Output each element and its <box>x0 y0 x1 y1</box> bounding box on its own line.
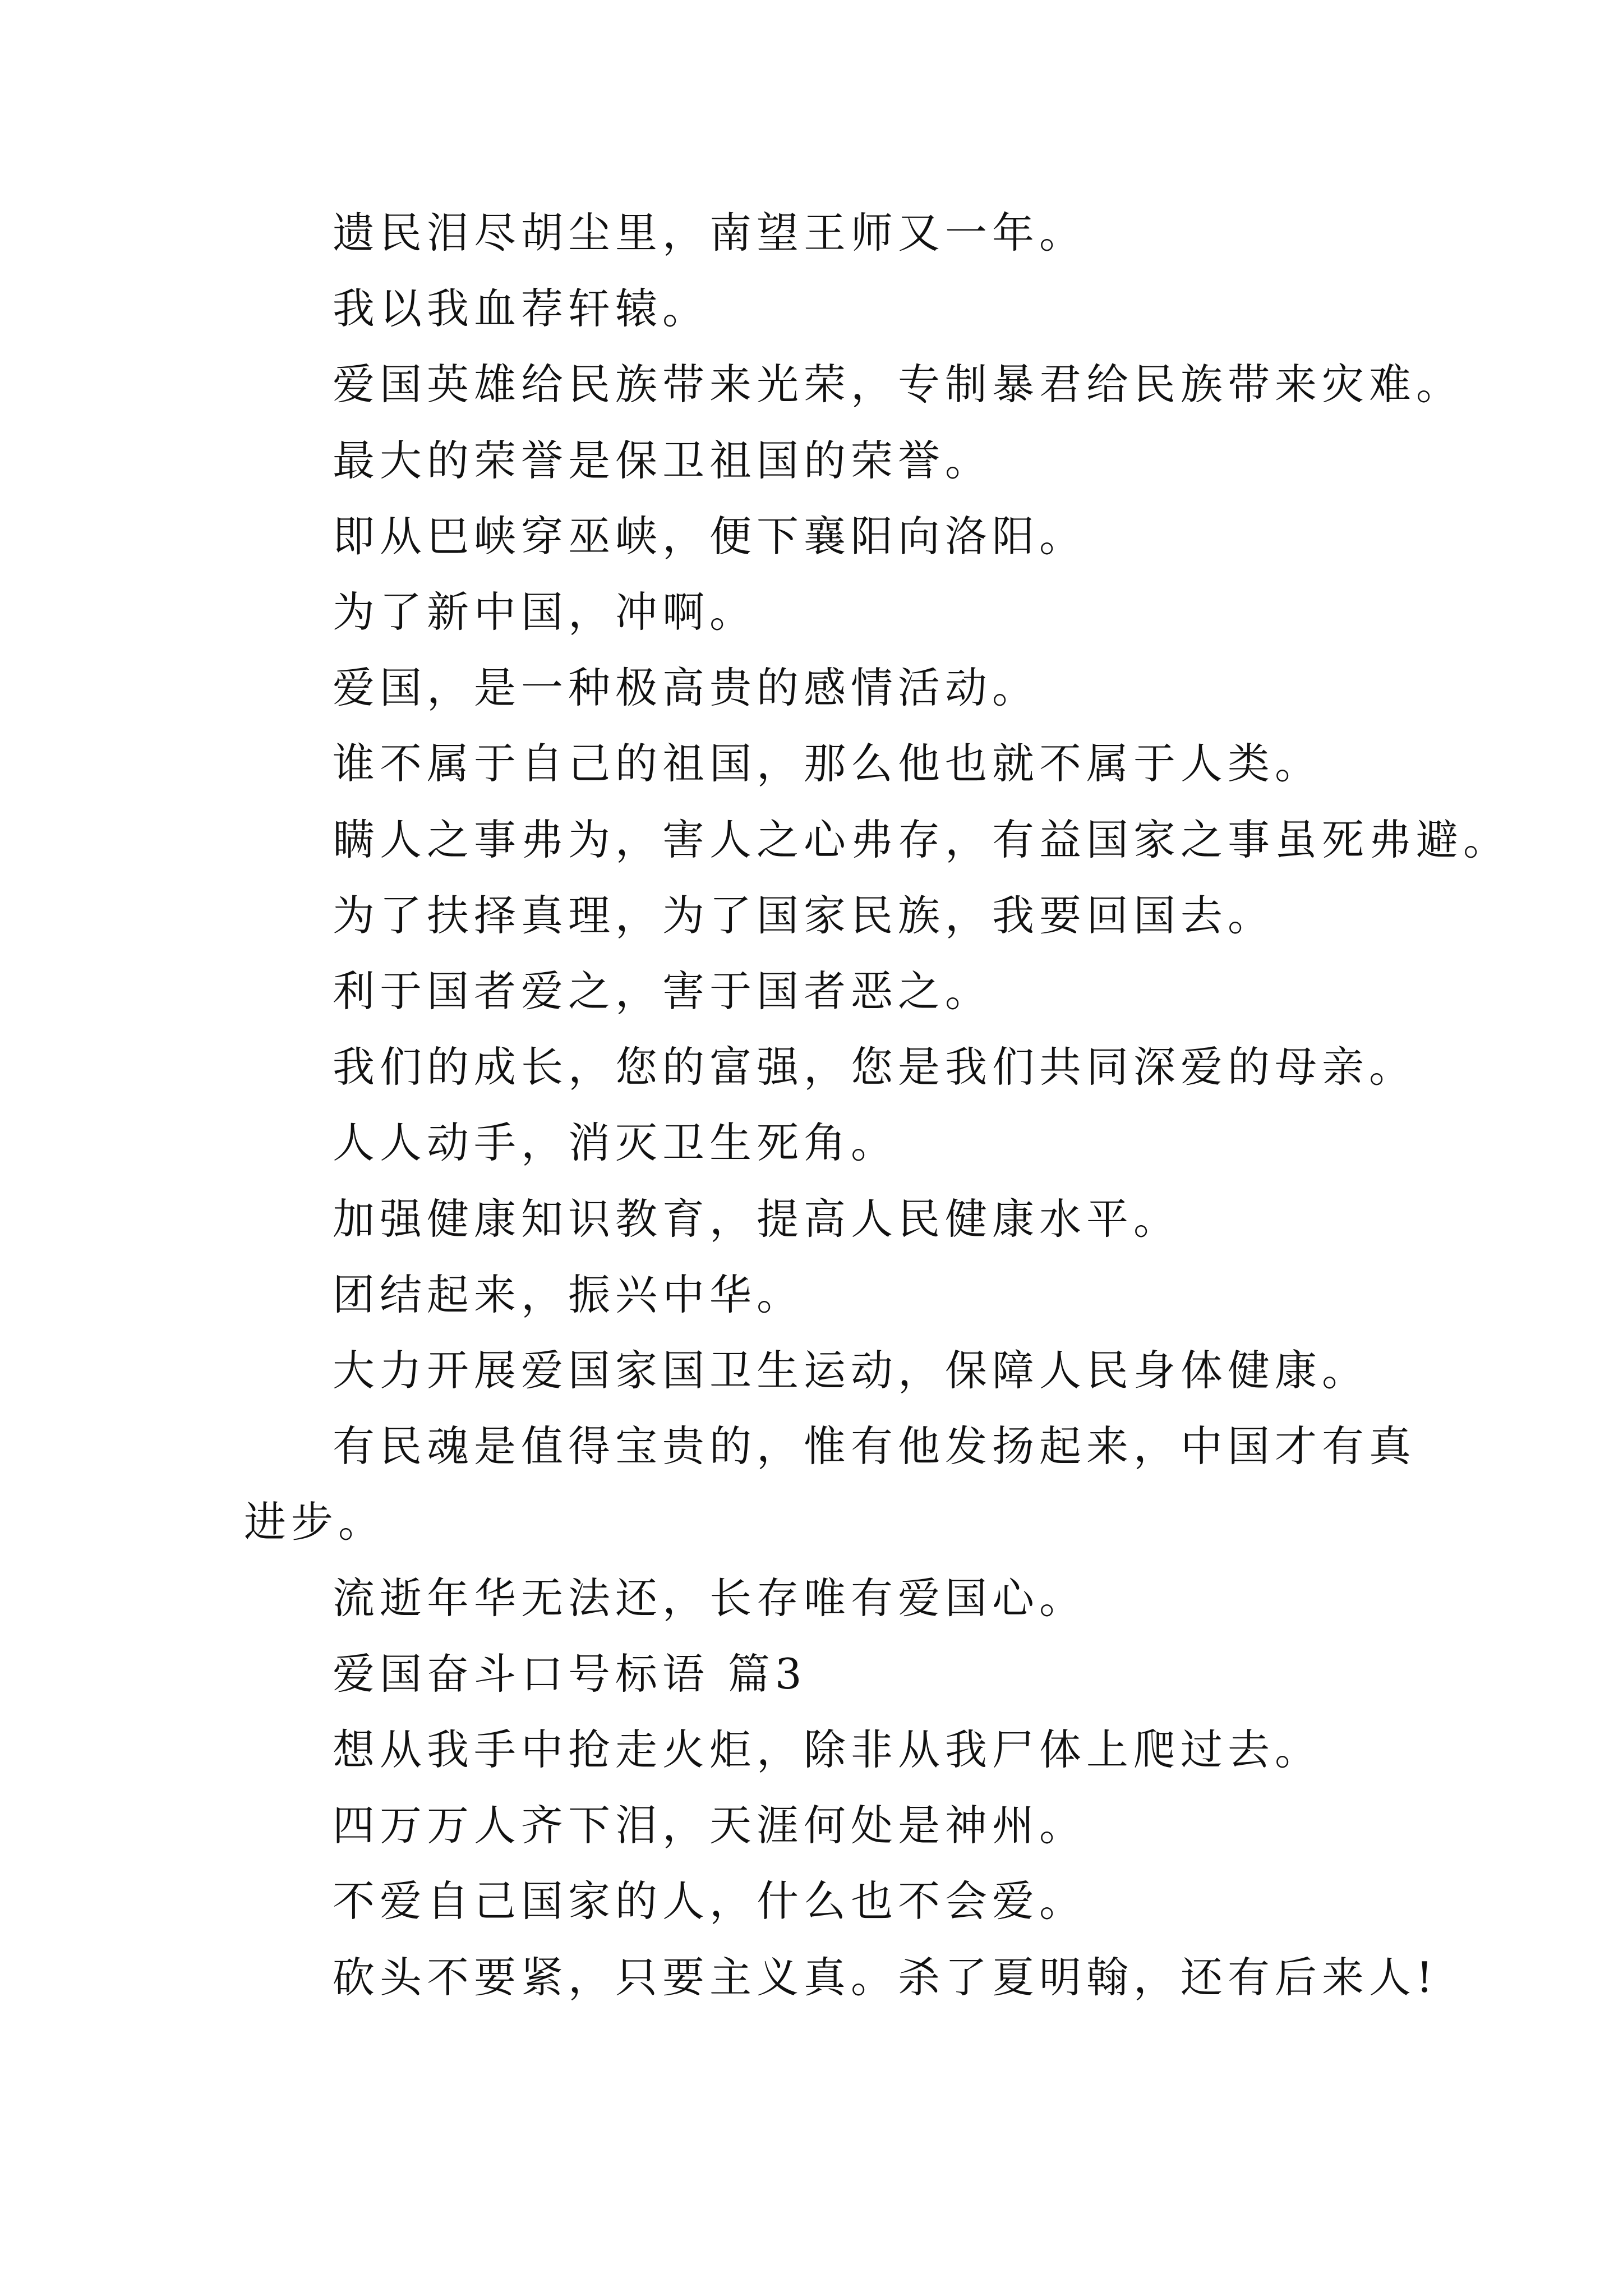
paragraph: 大力开展爱国家国卫生运动，保障人民身体健康。 <box>333 1346 1370 1396</box>
paragraph: 利于国者爱之，害于国者恶之。 <box>333 967 993 1016</box>
paragraph: 想从我手中抢走火炬，除非从我尸体上爬过去。 <box>333 1725 1322 1775</box>
paragraph: 有民魂是值得宝贵的，惟有他发扬起来，中国才有真进步。 <box>244 1421 1417 1547</box>
paragraph: 爱国英雄给民族带来光荣，专制暴君给民族带来灾难。 <box>333 360 1464 409</box>
paragraph: 即从巴峡穿巫峡，便下襄阳向洛阳。 <box>333 511 1087 561</box>
paragraph: 加强健康知识教育，提高人民健康水平。 <box>333 1194 1181 1244</box>
paragraph: 为了扶择真理，为了国家民族，我要回国去。 <box>333 890 1275 940</box>
paragraph: 不爱自己国家的人，什么也不会爱。 <box>333 1876 1087 1926</box>
section-heading: 爱国奋斗口号标语 篇3 <box>333 1649 807 1699</box>
paragraph: 爱国，是一种极高贵的感情活动。 <box>333 663 1040 713</box>
paragraph: 瞒人之事弗为，害人之心弗存，有益国家之事虽死弗避。 <box>333 815 1511 864</box>
paragraph: 流逝年华无法还，长存唯有爱国心。 <box>333 1573 1087 1623</box>
paragraph: 最大的荣誉是保卫祖国的荣誉。 <box>333 435 993 485</box>
document-body <box>244 195 1511 2016</box>
paragraph: 遗民泪尽胡尘里，南望王师又一年。 <box>333 208 1087 257</box>
paragraph: 为了新中国，冲啊。 <box>333 587 757 637</box>
paragraph: 谁不属于自己的祖国，那么他也就不属于人类。 <box>333 739 1322 789</box>
paragraph: 团结起来，振兴中华。 <box>333 1269 804 1319</box>
paragraph: 我以我血荐轩辕。 <box>333 284 710 334</box>
paragraph: 人人动手，消灭卫生死角。 <box>333 1118 898 1168</box>
paragraph: 砍头不要紧，只要主义真。杀了夏明翰，还有后来人! <box>333 1952 1438 2002</box>
paragraph: 四万万人齐下泪，天涯何处是神州。 <box>333 1801 1087 1851</box>
paragraph: 我们的成长，您的富强，您是我们共同深爱的母亲。 <box>333 1042 1417 1092</box>
